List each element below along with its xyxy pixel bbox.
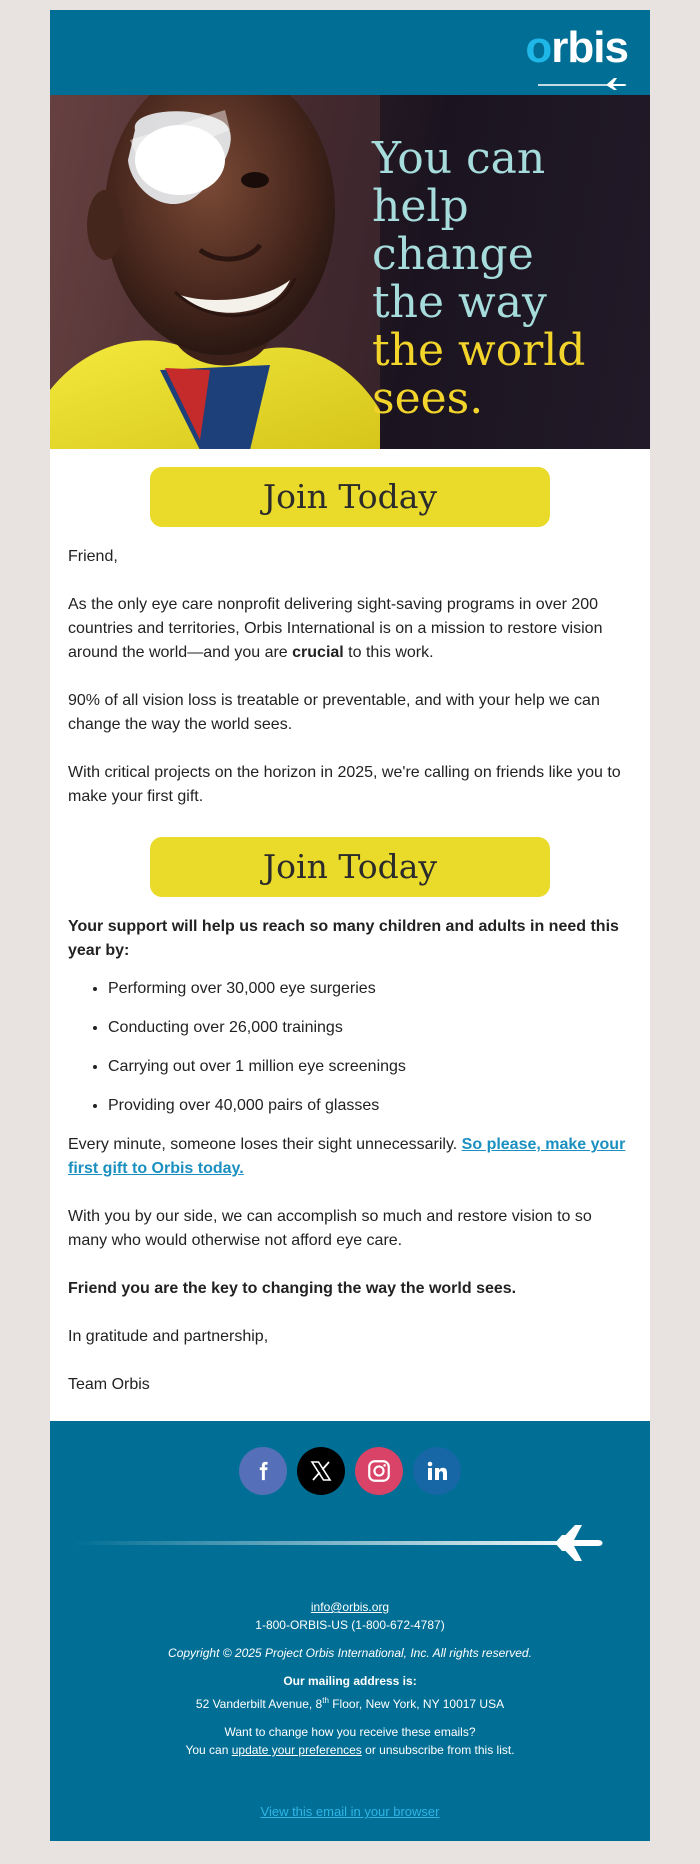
view-in-browser	[50, 1803, 650, 1821]
impact-list	[108, 977, 632, 1118]
list-item: • Providing over 40,000 pairs of glasses	[108, 1094, 632, 1118]
join-today-button[interactable]: Join Today	[150, 467, 550, 527]
update-preferences-link[interactable]: update your preferences	[231, 1743, 362, 1757]
hero-line-1: You can	[372, 133, 546, 184]
urgency-paragraph: Every minute, someone loses their sight unnecessarily. So please, make your first gift to Orbis today.	[68, 1136, 626, 1177]
email-body	[50, 545, 650, 809]
hero-line-5: sees.	[372, 373, 484, 424]
plane-icon	[518, 76, 628, 90]
cta-wrap-1	[50, 449, 650, 545]
statistic-paragraph: 90% of all vision loss is treatable or preventable, and with your help we can change the way the world sees.	[68, 692, 600, 733]
signature: Team Orbis	[68, 1376, 150, 1393]
logo-wordmark: orbis	[525, 23, 628, 72]
projects-paragraph: With critical projects on the horizon in 2025, we're calling on friends like you to make your first gift.	[68, 764, 621, 805]
list-item: • Carrying out over 1 million eye screenings	[108, 1055, 632, 1079]
email-link[interactable]: info@orbis.org	[310, 1600, 390, 1614]
greeting: Friend,	[68, 548, 118, 565]
social-links	[50, 1447, 650, 1495]
email-footer	[50, 1421, 650, 1841]
contact-info	[50, 1598, 650, 1759]
hero-line-4: the world	[372, 325, 586, 376]
support-heading: Your support will help us reach so many children and adults in need this year by:	[68, 918, 619, 959]
list-item: • Conducting over 26,000 trainings	[108, 1016, 632, 1040]
intro-paragraph: As the only eye care nonprofit delivering sight-saving programs in over 200 countries and territories, Orbis International is on a mission to restore vision around the world—and you are crucial to this work.	[68, 596, 603, 661]
list-item: • Performing over 30,000 eye surgeries	[108, 977, 632, 1001]
mailing-address: 52 Vanderbilt Avenue, 8th Floor, New York, NY 10017 USA	[195, 1696, 505, 1711]
hero-headline	[372, 135, 642, 423]
email-container	[50, 10, 650, 1841]
hero-line-2: help change	[372, 181, 534, 280]
email-header	[50, 10, 650, 95]
copyright: Copyright © 2025 Project Orbis International, Inc. All rights reserved.	[168, 1646, 532, 1660]
hero-banner	[50, 95, 650, 449]
view-in-browser-link[interactable]: View this email in your browser	[260, 1804, 440, 1819]
key-statement: Friend you are the key to changing the way the world sees.	[68, 1280, 517, 1297]
man-with-eye-patch-photo	[50, 95, 380, 449]
instagram-icon[interactable]	[355, 1447, 403, 1495]
cta-wrap-2	[50, 833, 650, 915]
email-body-2	[50, 915, 650, 1397]
support-paragraph: With you by our side, we can accomplish so much and restore vision to so many who would otherwise not afford eye care.	[68, 1208, 592, 1249]
preferences-question: Want to change how you receive these emails?	[224, 1725, 476, 1739]
x-icon[interactable]	[297, 1447, 345, 1495]
join-today-button-2[interactable]: Join Today	[150, 837, 550, 897]
hero-line-3: the way	[372, 277, 547, 328]
closing: In gratitude and partnership,	[68, 1328, 269, 1345]
mailing-label: Our mailing address is:	[283, 1674, 417, 1688]
linkedin-icon[interactable]	[413, 1447, 461, 1495]
first-gift-link[interactable]: So please, make your first gift to Orbis today.	[68, 1136, 626, 1177]
preferences-line: You can update your preferences or unsubscribe from this list.	[185, 1743, 515, 1757]
facebook-icon[interactable]	[239, 1447, 287, 1495]
plane-divider-icon	[50, 1513, 650, 1573]
phone-number: 1-800-ORBIS-US (1-800-672-4787)	[255, 1618, 445, 1632]
orbis-logo[interactable]	[518, 24, 628, 84]
